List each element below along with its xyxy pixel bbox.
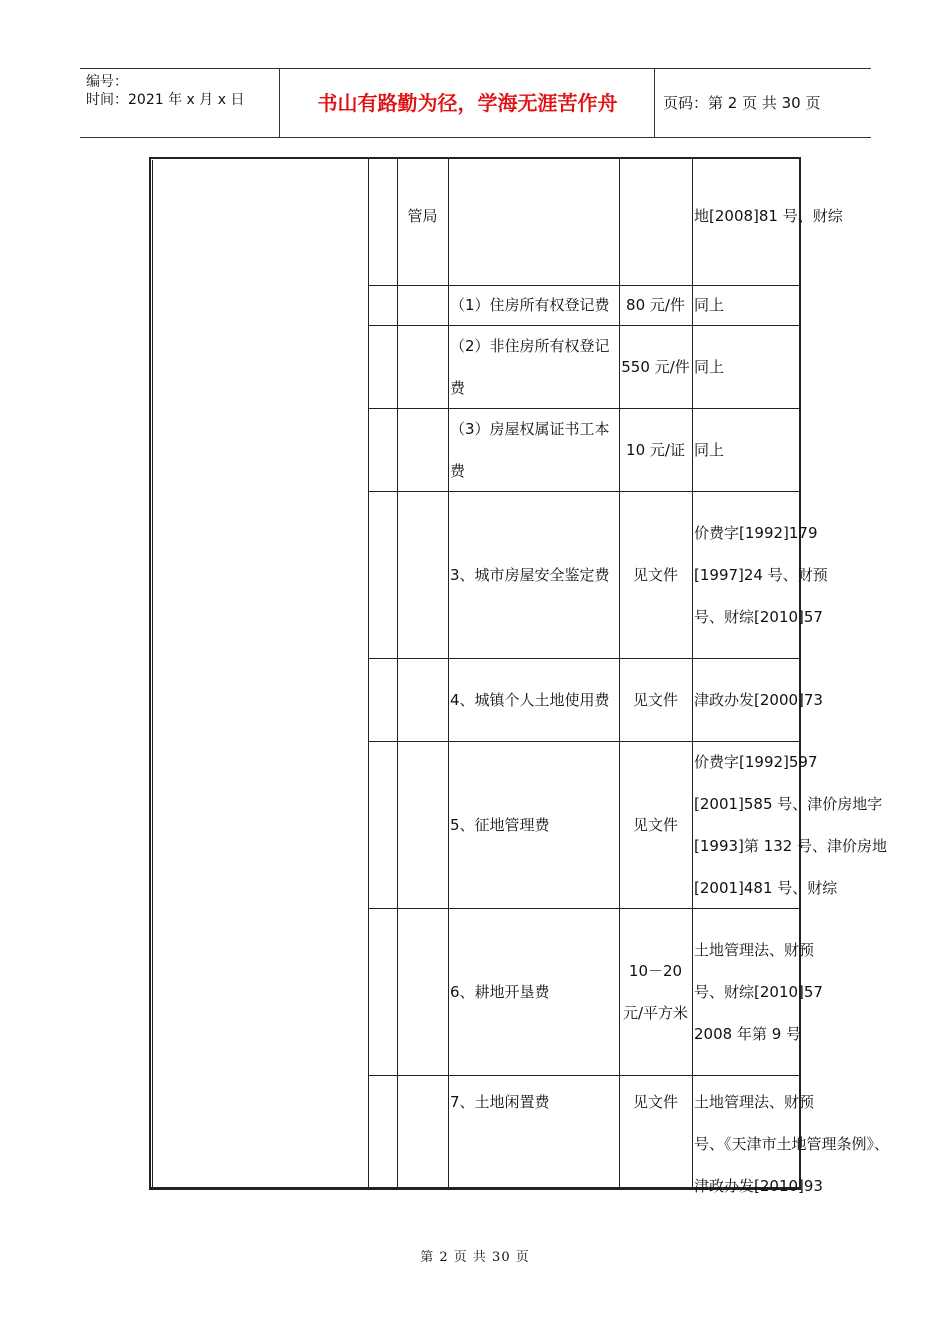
column-divider: [397, 157, 398, 1190]
item-cell-line: 6、耕地开垦费: [450, 982, 550, 1001]
item-cell-line: 7、土地闲置费: [450, 1093, 550, 1111]
fee-cell-line: 见文件: [632, 1093, 678, 1111]
fee-cell: [619, 679, 692, 721]
item-cell: [450, 325, 619, 409]
fee-cell-line: 见文件: [632, 565, 678, 584]
fee-cell: [619, 429, 692, 471]
fee-cell-line: 见文件: [632, 815, 678, 834]
row-divider: [368, 1075, 801, 1076]
basis-cell-line: 号、财综[2010]57: [694, 982, 823, 1001]
fee-cell-line: 550 元/件: [621, 357, 690, 376]
basis-cell: [694, 1081, 950, 1207]
basis-cell: [694, 195, 950, 237]
column-divider: [692, 157, 693, 1190]
fee-cell: [619, 284, 692, 326]
basis-cell-line: [1993]第 132 号、津价房地: [694, 836, 888, 855]
basis-cell-line: 土地管理法、财预: [694, 940, 815, 959]
fee-cell: [619, 346, 692, 388]
basis-cell-line: 地[2008]81 号、财综: [694, 207, 843, 225]
basis-cell-line: 津政办发[2010]93: [694, 1177, 823, 1195]
basis-cell: [694, 929, 950, 1055]
basis-cell-line: 同上: [694, 440, 725, 459]
basis-cell: [694, 679, 950, 721]
column-divider: [448, 157, 449, 1190]
item-cell: [450, 679, 619, 721]
basis-cell: [694, 429, 950, 471]
basis-cell-line: 号、《天津市土地管理条例》、: [694, 1135, 890, 1153]
basis-cell-line: 号、财综[2010]57: [694, 607, 823, 626]
fee-cell-line: 80 元/件: [626, 296, 685, 314]
basis-cell-line: 价费字[1992]597: [694, 752, 818, 771]
table-border-left-inner: [152, 160, 153, 1187]
code-label: 编号：: [86, 74, 128, 90]
item-cell-line: 5、征地管理费: [450, 815, 550, 834]
basis-cell-line: 同上: [694, 357, 725, 376]
item-cell-line: 3、城市房屋安全鉴定费: [450, 565, 610, 584]
basis-cell-line: [2001]481 号、财综: [694, 878, 838, 897]
page-footer: 第 2 页 共 30 页: [420, 1250, 530, 1265]
basis-cell-line: 津政办发[2000]73: [694, 690, 823, 709]
item-cell-line: 费: [450, 461, 466, 480]
basis-cell-line: 价费字[1992]179: [694, 523, 818, 542]
item-cell: [450, 408, 619, 492]
fee-cell-line: 10－20: [628, 961, 683, 980]
fee-cell: [619, 1081, 692, 1123]
basis-cell-line: 2008 年第 9 号: [694, 1024, 802, 1043]
basis-cell: [694, 346, 950, 388]
item-cell: [450, 554, 619, 596]
fee-cell-line: 元/平方米: [622, 1003, 689, 1022]
header-meta: [80, 69, 280, 137]
time-label: 时间：2021 年 x 月 x 日: [86, 92, 245, 108]
basis-cell: [694, 512, 950, 638]
basis-cell-line: 同上: [694, 296, 725, 314]
header-motto: 书山有路勤为径，学海无涯苦作舟: [281, 69, 655, 137]
item-cell: [450, 971, 619, 1013]
fee-cell: [619, 804, 692, 846]
item-cell: [450, 1081, 619, 1123]
basis-cell: [694, 741, 950, 909]
basis-cell-line: [1997]24 号、财预: [694, 565, 828, 584]
fee-cell: [619, 950, 692, 1034]
fee-table: [149, 157, 890, 1195]
item-cell-line: （2）非住房所有权登记: [450, 336, 610, 355]
header-page-number: 页码：第 2 页 共 30 页: [663, 94, 821, 112]
item-cell-line: （1）住房所有权登记费: [450, 296, 610, 314]
fee-cell: [619, 554, 692, 596]
item-cell-line: 4、城镇个人土地使用费: [450, 690, 610, 709]
item-cell-line: 费: [450, 378, 466, 397]
basis-cell-line: 土地管理法、财预: [694, 1093, 815, 1111]
row-divider: [368, 658, 801, 659]
item-cell: [450, 284, 619, 326]
page-header: [80, 68, 871, 138]
department-cell: [399, 195, 446, 237]
fee-cell-line: 见文件: [632, 690, 678, 709]
column-divider: [368, 157, 369, 1190]
basis-cell-line: [2001]585 号、津价房地字: [694, 794, 883, 813]
item-cell: [450, 804, 619, 846]
fee-cell-line: 10 元/证: [626, 440, 685, 459]
basis-cell: [694, 284, 950, 326]
table-border-left: [149, 157, 151, 1190]
item-cell-line: （3）房屋权属证书工本: [450, 419, 610, 438]
table-border-top: [149, 157, 801, 159]
department-cell-line: 管局: [407, 207, 438, 225]
